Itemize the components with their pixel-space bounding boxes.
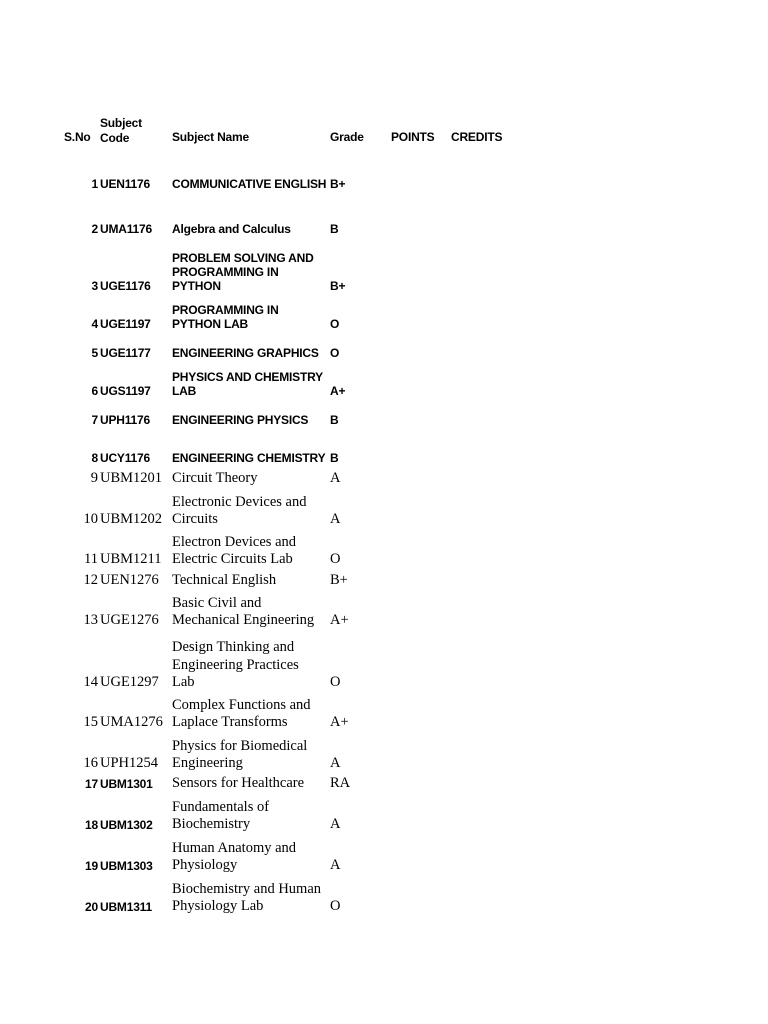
row-grade: O xyxy=(330,551,341,568)
row-grade: B xyxy=(330,451,339,465)
row-sno: 10 xyxy=(83,511,98,528)
row-subject-name: Algebra and Calculus xyxy=(172,222,291,236)
row-subject-name: ENGINEERING GRAPHICS xyxy=(172,346,319,360)
row-subject-name: Physics for Biomedical Engineering xyxy=(172,737,308,772)
row-sno: 17 xyxy=(85,777,98,791)
row-grade: A xyxy=(330,857,341,874)
row-grade: B+ xyxy=(330,177,346,191)
row-subject-name: Electronic Devices and Circuits xyxy=(172,493,307,528)
row-grade: B xyxy=(330,222,339,236)
row-grade: B+ xyxy=(330,572,348,589)
row-sno: 18 xyxy=(85,818,98,832)
row-sno: 19 xyxy=(85,859,98,873)
header-subject-code: Subject Code xyxy=(100,116,142,145)
row-sno: 6 xyxy=(91,384,98,398)
row-subject-code: UGE1276 xyxy=(100,612,159,629)
row-subject-code: UGE1197 xyxy=(100,317,151,331)
row-subject-code: UBM1302 xyxy=(100,818,153,832)
row-subject-code: UGE1177 xyxy=(100,346,151,360)
row-subject-name: Circuit Theory xyxy=(172,470,258,487)
row-subject-name: ENGINEERING CHEMISTRY xyxy=(172,451,326,465)
header-sno: S.No xyxy=(64,130,91,144)
row-grade: A xyxy=(330,755,341,772)
row-subject-name: PROBLEM SOLVING AND PROGRAMMING IN PYTHON xyxy=(172,251,314,293)
row-grade: O xyxy=(330,898,341,915)
row-subject-code: UPH1176 xyxy=(100,413,150,427)
row-subject-name: ENGINEERING PHYSICS xyxy=(172,413,309,427)
row-subject-name: Sensors for Healthcare xyxy=(172,775,305,792)
row-sno: 7 xyxy=(91,413,98,427)
row-subject-code: UMA1176 xyxy=(100,222,152,236)
row-grade: O xyxy=(330,317,340,331)
row-subject-name: Biochemistry and Human Physiology Lab xyxy=(172,880,322,915)
row-subject-code: UBM1202 xyxy=(100,511,163,528)
row-subject-name: PROGRAMMING IN PYTHON LAB xyxy=(172,303,279,331)
row-subject-name: Human Anatomy and Physiology xyxy=(172,839,297,874)
row-subject-code: UMA1276 xyxy=(100,714,163,731)
row-sno: 16 xyxy=(83,755,98,772)
row-grade: B+ xyxy=(330,279,346,293)
row-subject-code: UBM1303 xyxy=(100,859,153,873)
row-sno: 8 xyxy=(91,451,98,465)
row-subject-code: UBM1201 xyxy=(100,470,163,487)
row-grade: A+ xyxy=(330,714,349,731)
row-subject-code: UGE1176 xyxy=(100,279,151,293)
row-subject-code: UEN1276 xyxy=(100,572,159,589)
row-grade: RA xyxy=(330,775,351,792)
row-grade: O xyxy=(330,346,340,360)
row-sno: 20 xyxy=(85,900,98,914)
header-grade: Grade xyxy=(330,130,364,144)
row-sno: 2 xyxy=(91,222,98,236)
row-subject-name: Complex Functions and Laplace Transforms xyxy=(172,696,311,731)
row-subject-name: Basic Civil and Mechanical Engineering xyxy=(172,594,315,629)
row-grade: A+ xyxy=(330,612,349,629)
row-subject-name: Fundamentals of Biochemistry xyxy=(172,798,270,833)
header-credits: CREDITS xyxy=(451,130,503,144)
row-subject-code: UGE1297 xyxy=(100,674,159,691)
row-sno: 14 xyxy=(83,674,98,691)
row-sno: 1 xyxy=(91,177,98,191)
row-sno: 3 xyxy=(91,279,98,293)
header-points: POINTS xyxy=(391,130,435,144)
row-sno: 9 xyxy=(90,470,98,487)
row-subject-code: UBM1311 xyxy=(100,900,152,914)
row-subject-name: Electron Devices and Electric Circuits Lab xyxy=(172,533,297,568)
row-subject-name: Design Thinking and Engineering Practices Lab xyxy=(172,639,299,691)
row-subject-code: UBM1301 xyxy=(100,777,153,791)
row-grade: O xyxy=(330,674,341,691)
row-grade: A xyxy=(330,816,341,833)
row-subject-code: UCY1176 xyxy=(100,451,150,465)
row-subject-name: Technical English xyxy=(172,572,277,589)
row-sno: 11 xyxy=(84,551,98,568)
row-sno: 13 xyxy=(83,612,98,629)
row-subject-code: UEN1176 xyxy=(100,177,150,191)
row-subject-code: UPH1254 xyxy=(100,755,159,772)
row-sno: 5 xyxy=(91,346,98,360)
row-subject-code: UBM1211 xyxy=(100,551,162,568)
header-subject-name: Subject Name xyxy=(172,130,249,144)
row-sno: 12 xyxy=(83,572,98,589)
row-subject-name: COMMUNICATIVE ENGLISH xyxy=(172,177,327,191)
row-grade: A xyxy=(330,470,341,487)
row-grade: A+ xyxy=(330,384,346,398)
row-sno: 4 xyxy=(91,317,98,331)
row-grade: B xyxy=(330,413,339,427)
row-sno: 15 xyxy=(83,714,98,731)
row-grade: A xyxy=(330,511,341,528)
row-subject-name: PHYSICS AND CHEMISTRY LAB xyxy=(172,370,323,398)
row-subject-code: UGS1197 xyxy=(100,384,151,398)
